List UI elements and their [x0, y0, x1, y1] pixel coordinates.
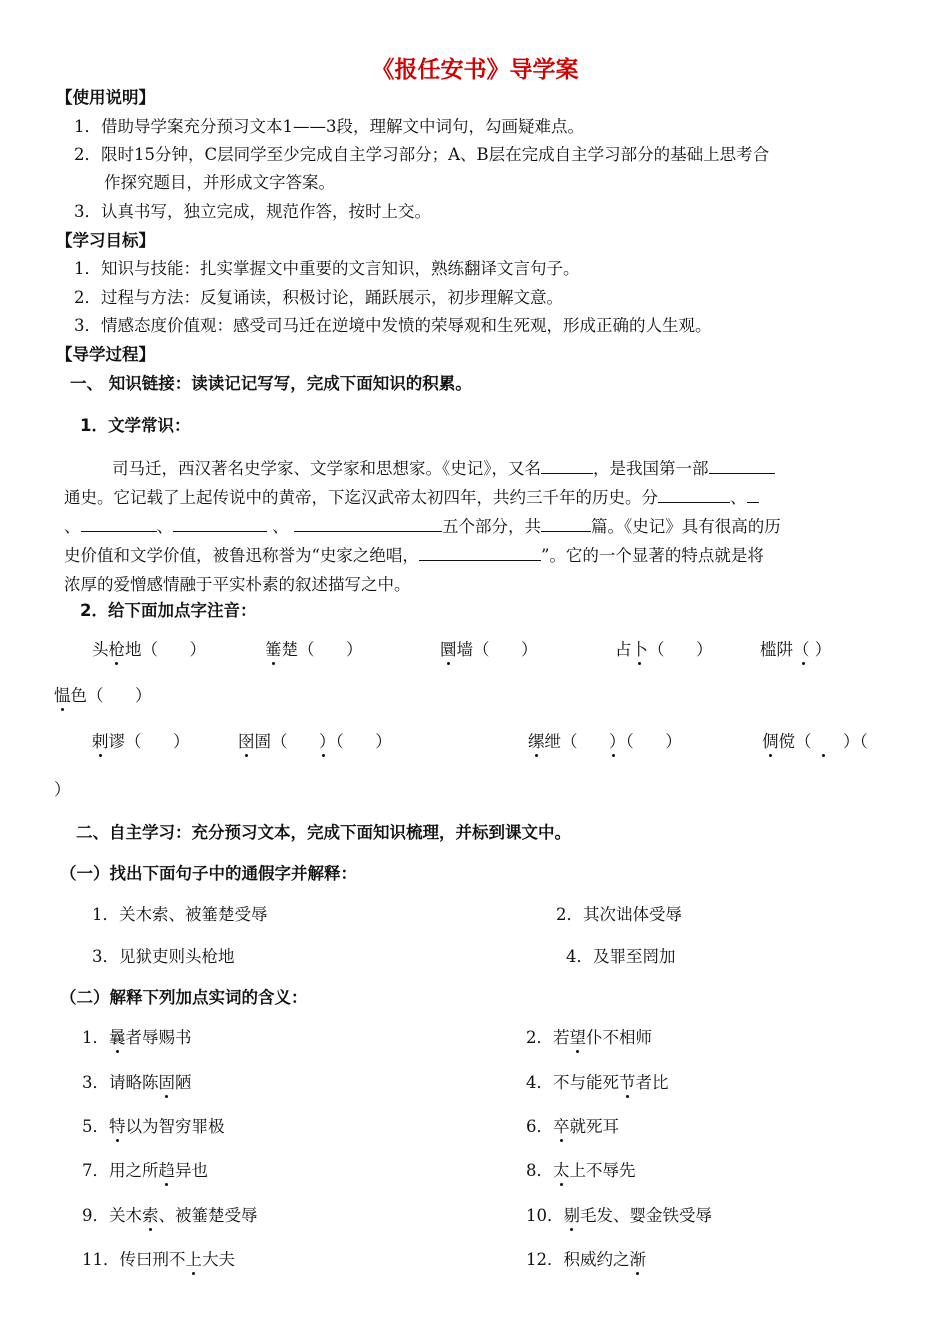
q2-item-1: 1．曩者辱赐书 — [82, 1028, 192, 1047]
q1-item-3: 3．见狱吏则头枪地 — [92, 947, 235, 966]
goal-item-3: 3．情感态度价值观：感受司马迁在逆境中发愤的荣辱观和生死观，形成正确的人生观。 — [74, 316, 712, 335]
blank-part-1[interactable] — [658, 486, 730, 503]
literary-paragraph: 司马迁，西汉著名史学家、文学家和思想家。《史记》，又名 ，是我国第一部 通史。它记载了上起传说中的黄帝，下迄汉武帝太初四年，共约三千年的历史。分 、 、 、 、 五个部分，共 篇。《史记》具有很高的历 史价值和文学价值，被鲁迅称誉为“史家之绝唱， ”。它的一个显著的特点就是将 浓厚的爱憎感情融于平实朴素的叙述描写之中。 — [64, 459, 781, 594]
q2-item-10: 10．剔毛发、婴金铁受辱 — [526, 1206, 712, 1225]
q2-item-11: 11．传曰刑不上大夫 — [82, 1250, 235, 1269]
pinyin-item-yuanqiang: 圜墙（ ） — [440, 640, 538, 659]
q2-heading: （二）解释下列加点实词的含义： — [60, 988, 308, 1007]
pinyin-item-lamiu: 剌谬（ ） — [92, 732, 190, 751]
usage-heading: 【使用说明】 — [56, 88, 155, 107]
usage-item-2-cont: 作探究题目，并形成文字答案。 — [104, 173, 335, 192]
q2-item-4: 4．不与能死节者比 — [526, 1073, 669, 1092]
blank-first-type[interactable] — [709, 457, 775, 474]
pinyin-item-zhanbu: 占卜（ ） — [615, 640, 713, 659]
q2-item-12: 12．积威约之渐 — [526, 1250, 646, 1269]
pinyin-item-leixie: 缧绁（ ）（ ） — [528, 732, 682, 751]
page-title: 《报任安书》导学案 — [371, 57, 579, 83]
goal-item-1: 1．知识与技能：扎实掌握文中重要的文言知识，熟练翻译文言句子。 — [74, 259, 580, 278]
pinyin-item-lingyu: 囹圄（ ）（ ） — [238, 732, 392, 751]
q2-item-9: 9．关木索、被箠楚受辱 — [82, 1206, 258, 1225]
part2-heading: 二、自主学习：充分预习文本，完成下面知识梳理，并标到课文中。 — [76, 823, 571, 842]
goal-item-2: 2．过程与方法：反复诵读，积极讨论，踊跃展示，初步理解文意。 — [74, 288, 563, 307]
q1-item-4: 4．及罪至罔加 — [566, 947, 676, 966]
q2-item-8: 8．太上不辱先 — [526, 1161, 636, 1180]
blank-part-3[interactable] — [81, 515, 157, 532]
q2-item-5: 5．特以为智穷罪极 — [82, 1117, 225, 1136]
blank-part-2[interactable] — [747, 486, 759, 503]
pinyin-heading: 2．给下面加点字注音： — [80, 601, 257, 620]
q2-item-3: 3．请略陈固陋 — [82, 1073, 192, 1092]
blank-alias[interactable] — [541, 457, 593, 474]
usage-item-1: 1．借助导学案充分预习文本1——3段，理解文中词句，勾画疑难点。 — [74, 117, 584, 136]
pinyin-close-paren: ） — [54, 780, 71, 799]
blank-part-5[interactable] — [294, 515, 442, 532]
q2-item-6: 6．卒就死耳 — [526, 1117, 619, 1136]
process-heading: 【导学过程】 — [56, 345, 155, 364]
q2-item-2: 2．若望仆不相师 — [526, 1028, 652, 1047]
pinyin-item-yunse: 愠色（ ） — [54, 686, 152, 705]
pinyin-item-touqiangdi: 头枪地（ ） — [92, 640, 206, 659]
literary-knowledge-heading: 1．文学常识： — [80, 416, 191, 435]
q1-heading: （一）找出下面句子中的通假字并解释： — [60, 864, 357, 883]
part1-heading: 一、 知识链接：读读记记写写，完成下面知识的积累。 — [70, 374, 472, 393]
blank-lu-xun-quote[interactable] — [419, 544, 541, 561]
q2-item-7: 7．用之所趋异也 — [82, 1161, 208, 1180]
pinyin-item-kanjing: 槛阱（ ） — [760, 640, 832, 659]
usage-item-2: 2．限时15分钟，C层同学至少完成自主学习部分；A、B层在完成自主学习部分的基础上思考合 — [74, 145, 770, 164]
pinyin-item-chuichu: 箠楚（ ） — [265, 640, 363, 659]
goals-heading: 【学习目标】 — [56, 231, 155, 250]
pinyin-item-titang: 倜傥（ ）（ — [762, 732, 868, 751]
blank-chapter-count[interactable] — [541, 515, 591, 532]
q1-item-2: 2．其次诎体受辱 — [556, 905, 682, 924]
usage-item-3: 3．认真书写，独立完成，规范作答，按时上交。 — [74, 202, 431, 221]
blank-part-4[interactable] — [173, 515, 267, 532]
q1-item-1: 1．关木索、被箠楚受辱 — [92, 905, 268, 924]
